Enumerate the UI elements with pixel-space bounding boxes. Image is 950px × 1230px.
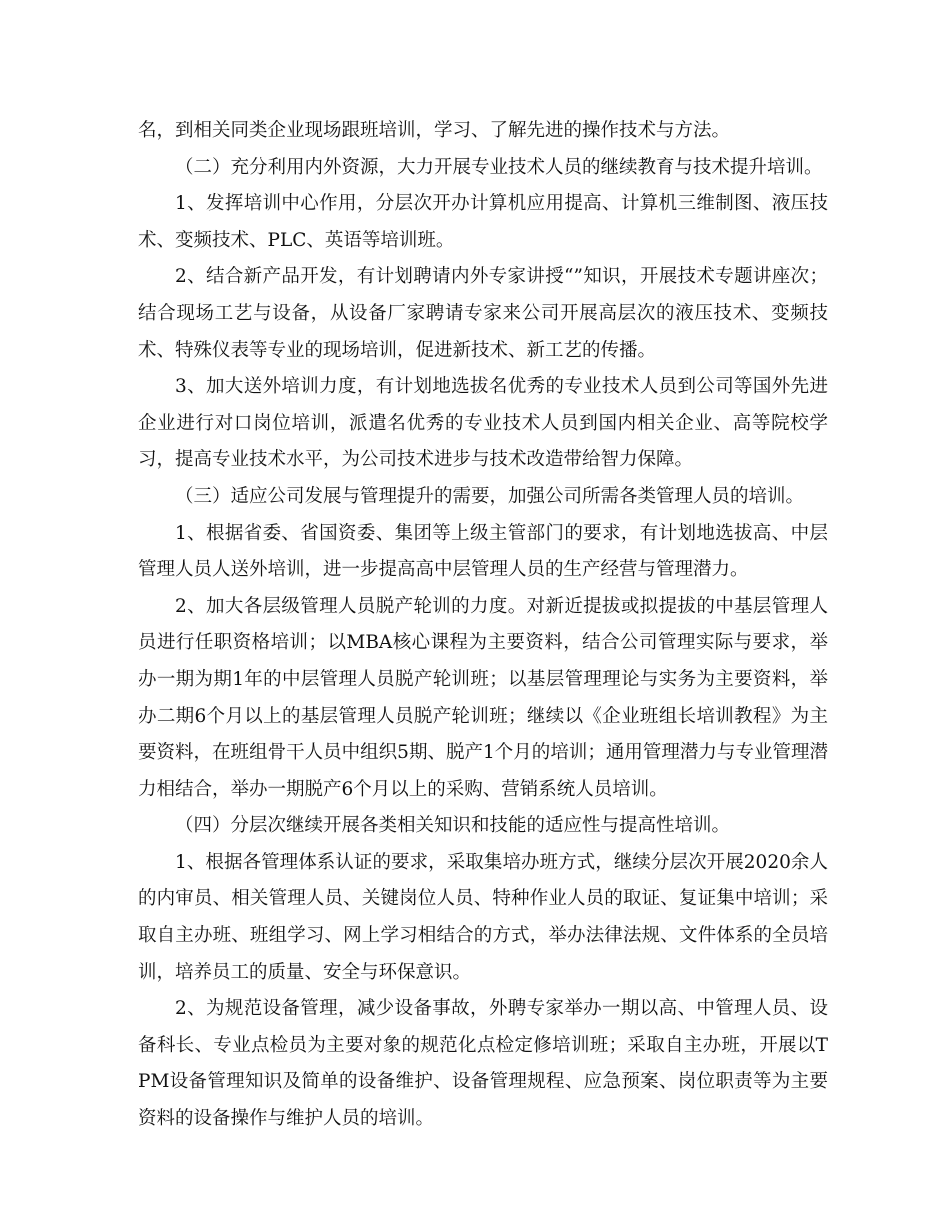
section-heading-3: （三）适应公司发展与管理提升的需要，加强公司所需各类管理人员的培训。 [175, 485, 805, 507]
paragraph-4-2: 2、为规范设备管理，减少设备事故，外聘专家举办一期以高、中管理人员、设备科长、专业点检员为主要对象的规范化点检定修培训班；采取自主办班，开展以TPM设备管理知识及简单的设备维护、设备管理规程、应急预案、岗位职责等为主要资料的设备操作与维护人员的培训。 [138, 998, 828, 1130]
paragraph-2-3: 3、加大送外培训力度，有计划地选拔名优秀的专业技术人员到公司等国外先进企业进行对口岗位培训，派遣名优秀的专业技术人员到国内相关企业、高等院校学习，提高专业技术水平，为公司技术进步与技术改造带给智力保障。 [138, 376, 828, 471]
section-heading-4: （四）分层次继续开展各类相关知识和技能的适应性与提高性培训。 [175, 815, 731, 837]
paragraph-4-1: 1、根据各管理体系认证的要求，采取集培办班方式，继续分层次开展2020余人的内审员、相关管理人员、关键岗位人员、特种作业人员的取证、复证集中培训；采取自主办班、班组学习、网上学习相结合的方式，举办法律法规、文件体系的全员培训，培养员工的质量、安全与环保意识。 [138, 851, 828, 983]
paragraph-2-1: 1、发挥培训中心作用，分层次开办计算机应用提高、计算机三维制图、液压技术、变频技术、PLC、英语等培训班。 [138, 193, 828, 251]
document-body [138, 113, 828, 1138]
paragraph-3-1: 1、根据省委、省国资委、集团等上级主管部门的要求，有计划地选拔高、中层管理人员人送外培训，进一步提高高中层管理人员的生产经营与管理潜力。 [138, 522, 828, 581]
paragraph-2-2: 2、结合新产品开发，有计划聘请内外专家讲授“”知识，开展技术专题讲座次；结合现场工艺与设备，从设备厂家聘请专家来公司开展高层次的液压技术、变频技术、特殊仪表等专业的现场培训，促进新技术、新工艺的传播。 [138, 266, 828, 361]
paragraph-3-2: 2、加大各层级管理人员脱产轮训的力度。对新近提拔或拟提拔的中基层管理人员进行任职资格培训；以MBA核心课程为主要资料，结合公司管理实际与要求，举办一期为期1年的中层管理人员脱产轮训班；以基层管理理论与实务为主要资料，举办二期6个月以上的基层管理人员脱产轮训班；继续以《企业班组长培训教程》为主要资料，在班组骨干人员中组织5期、脱产1个月的培训；通用管理潜力与专业管理潜力相结合，举办一期脱产6个月以上的采购、营销系统人员培训。 [138, 595, 828, 800]
paragraph-continuation: 名，到相关同类企业现场跟班培训，学习、了解先进的操作技术与方法。 [138, 120, 731, 141]
section-heading-2: （二）充分利用内外资源，大力开展专业技术人员的继续教育与技术提升培训。 [175, 156, 823, 178]
